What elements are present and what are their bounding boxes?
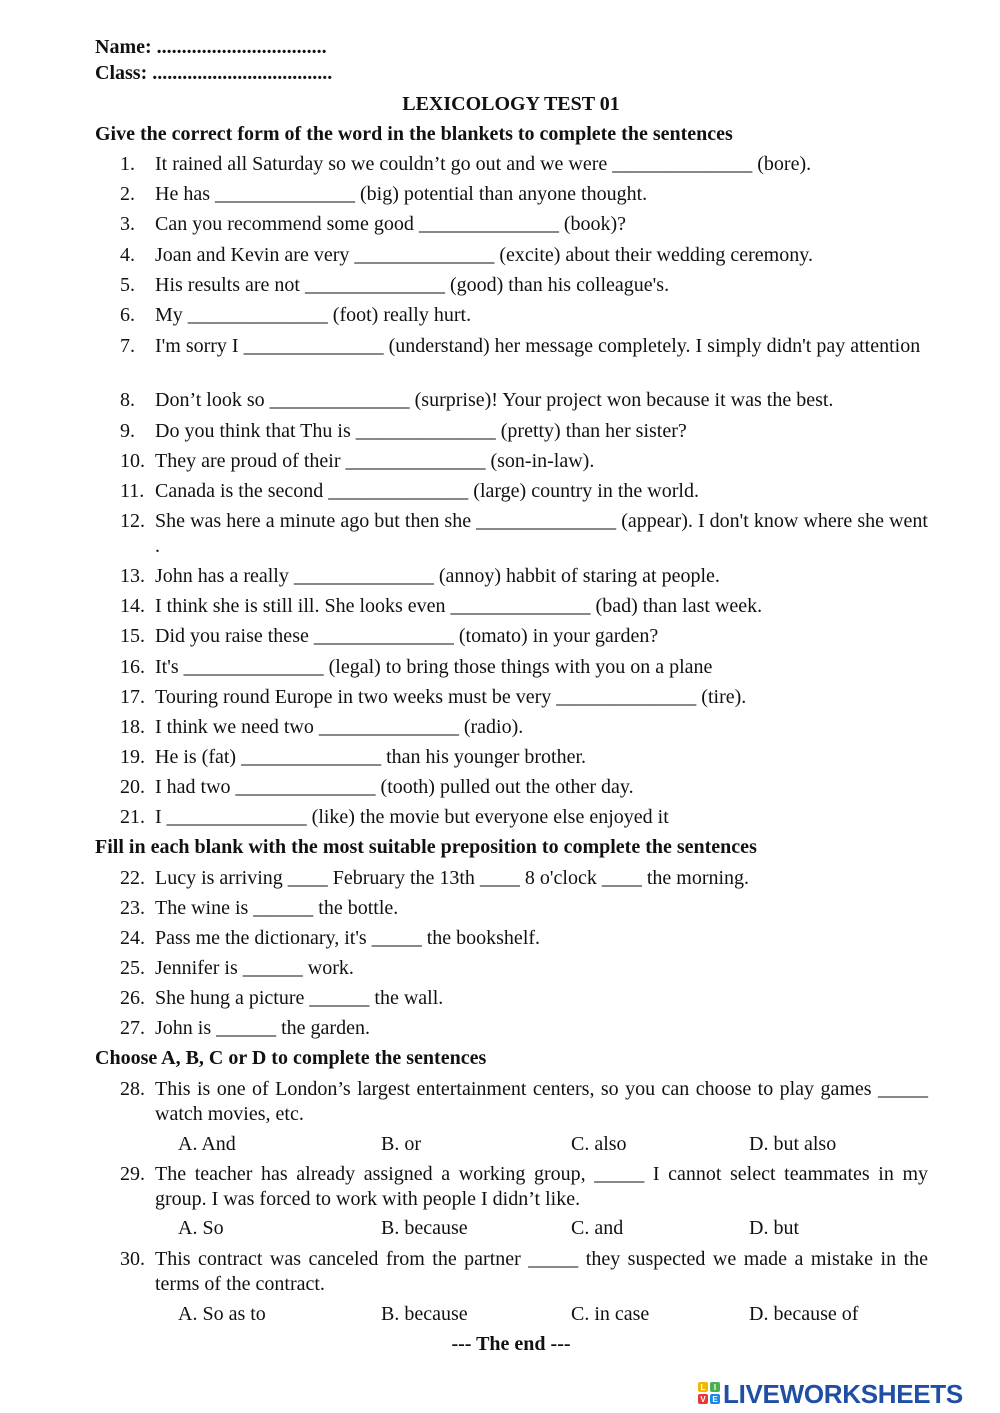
question-number: 26. <box>120 987 145 1009</box>
question-item <box>120 449 928 474</box>
option-c: C. in case <box>571 1303 650 1325</box>
question-item <box>120 388 928 413</box>
question-number: 15. <box>120 625 145 647</box>
question-number: 29. <box>120 1163 145 1185</box>
question-item <box>120 152 928 177</box>
question-item <box>120 303 928 328</box>
question-number: 28. <box>120 1078 145 1100</box>
question-item <box>120 805 928 830</box>
svg-text:V: V <box>700 1395 706 1404</box>
option-d: D. because of <box>749 1303 859 1325</box>
question-item <box>120 715 928 740</box>
question-number: 16. <box>120 656 145 678</box>
question-text: He has ______________ (big) potential than anyone thought. <box>155 183 648 205</box>
question-number: 17. <box>120 686 145 708</box>
question-text: Do you think that Thu is ______________ (pretty) than her sister? <box>155 420 687 442</box>
question-text: Did you raise these ______________ (tomato) in your garden? <box>155 625 659 647</box>
question-text: She was here a minute ago but then she ______________ (appear). I don't know where she went . <box>155 510 928 557</box>
question-number: 2. <box>120 183 135 205</box>
answer-options <box>178 1133 938 1158</box>
question-number: 27. <box>120 1017 145 1039</box>
question-text: Can you recommend some good ______________ (book)? <box>155 213 627 235</box>
question-item <box>120 1162 928 1212</box>
question-number: 25. <box>120 957 145 979</box>
section-heading: Choose A, B, C or D to complete the sentences <box>95 1047 487 1069</box>
question-text: John is ______ the garden. <box>155 1017 370 1039</box>
question-text: I ______________ (like) the movie but everyone else enjoyed it <box>155 806 669 828</box>
question-text: The teacher has already assigned a working group, _____ I cannot select teammates in my group. I was forced to work with people I didn’t like. <box>155 1163 928 1210</box>
question-text: Lucy is arriving ____ February the 13th ____ 8 o'clock ____ the morning. <box>155 867 750 889</box>
question-item <box>120 273 928 298</box>
question-item <box>120 624 928 649</box>
question-text: This is one of London’s largest entertainment centers, so you can choose to play games _____ watch movies, etc. <box>155 1078 928 1125</box>
section-heading: Fill in each blank with the most suitable preposition to complete the sentences <box>95 836 757 858</box>
test-title: LEXICOLOGY TEST 01 <box>402 93 620 115</box>
question-number: 8. <box>120 389 135 411</box>
question-number: 7. <box>120 335 135 357</box>
question-number: 4. <box>120 244 135 266</box>
question-number: 5. <box>120 274 135 296</box>
question-item <box>120 182 928 207</box>
question-number: 3. <box>120 213 135 235</box>
option-b: B. or <box>381 1133 421 1155</box>
question-number: 18. <box>120 716 145 738</box>
option-a: A. So <box>178 1217 224 1239</box>
question-item <box>120 243 928 268</box>
question-item <box>120 479 928 504</box>
question-item <box>120 1247 928 1297</box>
question-number: 20. <box>120 776 145 798</box>
option-c: C. also <box>571 1133 627 1155</box>
question-item <box>120 1016 928 1041</box>
name-line: Name: .................................. <box>95 36 327 58</box>
question-text: John has a really ______________ (annoy) habbit of staring at people. <box>155 565 720 587</box>
question-number: 22. <box>120 867 145 889</box>
question-item <box>120 594 928 619</box>
question-number: 21. <box>120 806 145 828</box>
question-text: The wine is ______ the bottle. <box>155 897 399 919</box>
answer-options <box>178 1217 938 1242</box>
question-number: 30. <box>120 1248 145 1270</box>
question-text: I think we need two ______________ (radio). <box>155 716 524 738</box>
option-b: B. because <box>381 1217 468 1239</box>
question-text: Touring round Europe in two weeks must be very ______________ (tire). <box>155 686 747 708</box>
liveworksheets-wordmark: LIVEWORKSHEETS <box>723 1379 963 1409</box>
question-text: It rained all Saturday so we couldn’t go out and we were ______________ (bore). <box>155 153 812 175</box>
question-number: 13. <box>120 565 145 587</box>
question-number: 11. <box>120 480 145 502</box>
end-marker: --- The end --- <box>451 1333 571 1355</box>
question-text: This contract was canceled from the partner _____ they suspected we made a mistake in the terms of the contract. <box>155 1248 928 1295</box>
question-text: I'm sorry I ______________ (understand) her message completely. I simply didn't pay attention <box>155 335 921 357</box>
option-d: D. but <box>749 1217 799 1239</box>
question-text: Canada is the second ______________ (large) country in the world. <box>155 480 699 502</box>
question-number: 14. <box>120 595 145 617</box>
question-text: I think she is still ill. She looks even ______________ (bad) than last week. <box>155 595 763 617</box>
question-text: Joan and Kevin are very ______________ (excite) about their wedding ceremony. <box>155 244 813 266</box>
question-item <box>120 419 928 444</box>
question-item <box>120 564 928 589</box>
question-item <box>120 896 928 921</box>
svg-text:E: E <box>712 1395 718 1404</box>
question-text: I had two ______________ (tooth) pulled out the other day. <box>155 776 634 798</box>
question-number: 12. <box>120 510 145 532</box>
svg-text:I: I <box>713 1383 717 1392</box>
question-text: He is (fat) ______________ than his younger brother. <box>155 746 587 768</box>
option-a: A. And <box>178 1133 236 1155</box>
question-item <box>120 509 928 559</box>
liveworksheets-watermark <box>697 1379 997 1409</box>
question-item <box>120 212 928 237</box>
question-item <box>120 956 928 981</box>
question-item <box>120 866 928 891</box>
question-item <box>120 655 928 680</box>
question-text: Jennifer is ______ work. <box>155 957 354 979</box>
question-item <box>120 685 928 710</box>
option-b: B. because <box>381 1303 468 1325</box>
question-number: 24. <box>120 927 145 949</box>
option-d: D. but also <box>749 1133 837 1155</box>
question-text: Pass me the dictionary, it's _____ the bookshelf. <box>155 927 541 949</box>
section-heading: Give the correct form of the word in the blankets to complete the sentences <box>95 123 733 145</box>
answer-options <box>178 1303 938 1328</box>
question-number: 1. <box>120 153 135 175</box>
class-line: Class: .................................... <box>95 62 333 84</box>
question-item <box>120 1077 928 1127</box>
question-item <box>120 926 928 951</box>
question-text: Don’t look so ______________ (surprise)! Your project won because it was the best. <box>155 389 834 411</box>
question-number: 10. <box>120 450 145 472</box>
question-text: They are proud of their ______________ (son-in-law). <box>155 450 595 472</box>
option-a: A. So as to <box>178 1303 266 1325</box>
question-text: She hung a picture ______ the wall. <box>155 987 444 1009</box>
question-item <box>120 745 928 770</box>
question-number: 9. <box>120 420 135 442</box>
question-text: My ______________ (foot) really hurt. <box>155 304 472 326</box>
question-number: 6. <box>120 304 135 326</box>
question-item <box>120 775 928 800</box>
question-number: 23. <box>120 897 145 919</box>
svg-text:L: L <box>700 1383 706 1392</box>
liveworksheets-logo-icon <box>697 1381 721 1405</box>
question-item <box>120 986 928 1011</box>
question-text: His results are not ______________ (good) than his colleague's. <box>155 274 670 296</box>
question-number: 19. <box>120 746 145 768</box>
question-item <box>120 334 928 359</box>
question-text: It's ______________ (legal) to bring those things with you on a plane <box>155 656 713 678</box>
option-c: C. and <box>571 1217 624 1239</box>
